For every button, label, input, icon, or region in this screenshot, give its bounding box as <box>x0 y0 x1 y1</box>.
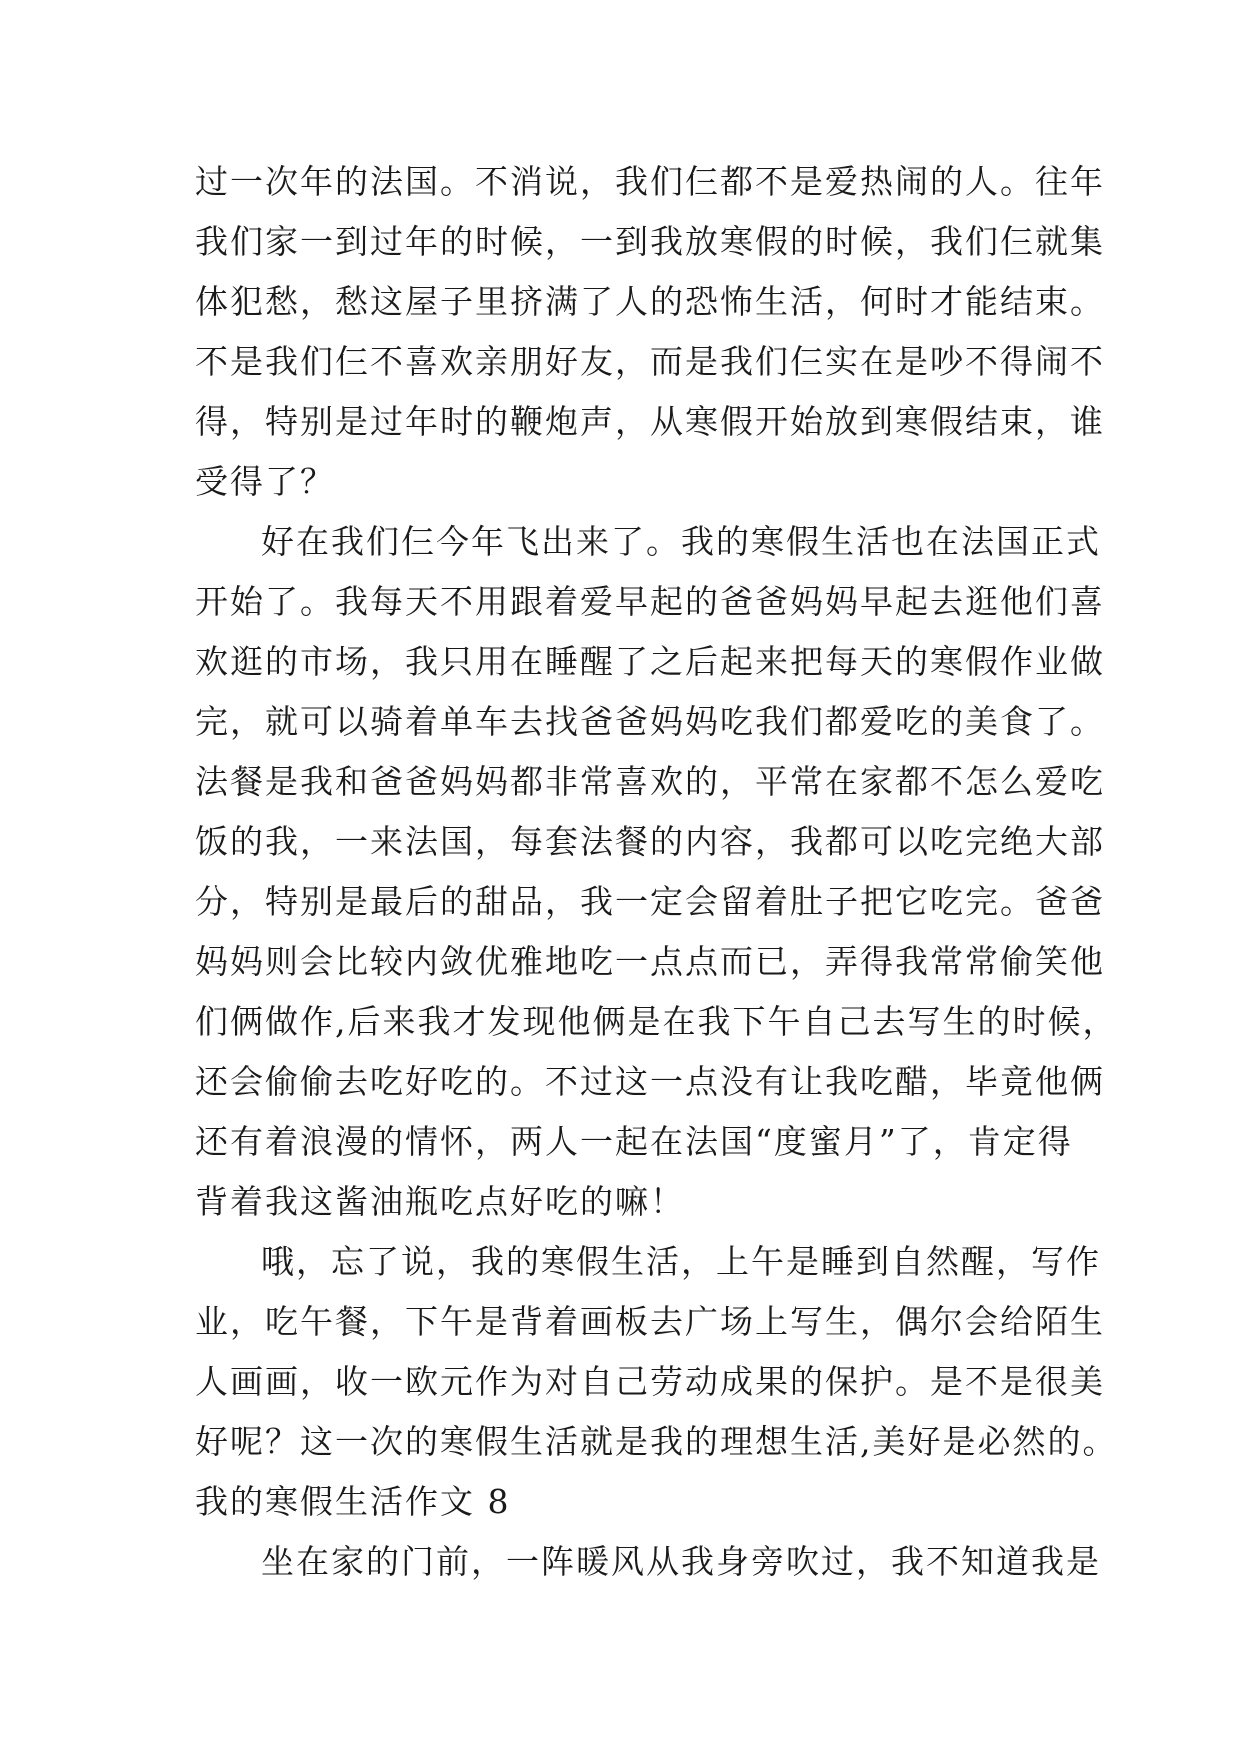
text-line: 完，就可以骑着单车去找爸爸妈妈吃我们都爱吃的美食了。 <box>195 702 1105 741</box>
text-line: 还有着浪漫的情怀，两人一起在法国“度蜜月”了，肯定得 <box>195 1122 1073 1161</box>
text-line: 妈妈则会比较内敛优雅地吃一点点而已，弄得我常常偷笑他 <box>195 942 1105 981</box>
text-line: 分，特别是最后的甜品，我一定会留着肚子把它吃完。爸爸 <box>195 882 1105 921</box>
text-line: 不是我们仨不喜欢亲朋好友，而是我们仨实在是吵不得闹不 <box>195 342 1105 381</box>
text-line: 好呢？这一次的寒假生活就是我的理想生活,美好是必然的。 <box>195 1422 1118 1461</box>
text-line: 还会偷偷去吃好吃的。不过这一点没有让我吃醋，毕竟他俩 <box>195 1062 1105 1101</box>
section-heading: 我的寒假生活作文 8 <box>195 1482 511 1521</box>
paragraph-first-line: 好在我们仨今年飞出来了。我的寒假生活也在法国正式 <box>261 522 1101 561</box>
paragraph-first-line: 坐在家的门前，一阵暖风从我身旁吹过，我不知道我是 <box>261 1542 1101 1581</box>
text-line: 我们家一到过年的时候，一到我放寒假的时候，我们仨就集 <box>195 222 1105 261</box>
text-line: 体犯愁，愁这屋子里挤满了人的恐怖生活，何时才能结束。 <box>195 282 1105 321</box>
text-line: 们俩做作,后来我才发现他俩是在我下午自己去写生的时候， <box>195 1002 1118 1041</box>
text-line: 过一次年的法国。不消说，我们仨都不是爱热闹的人。往年 <box>195 162 1105 201</box>
text-line: 饭的我，一来法国，每套法餐的内容，我都可以吃完绝大部 <box>195 822 1105 861</box>
text-line: 得，特别是过年时的鞭炮声，从寒假开始放到寒假结束，谁 <box>195 402 1105 441</box>
text-line: 开始了。我每天不用跟着爱早起的爸爸妈妈早起去逛他们喜 <box>195 582 1105 621</box>
text-line: 欢逛的市场，我只用在睡醒了之后起来把每天的寒假作业做 <box>195 642 1105 681</box>
text-line: 人画画，收一欧元作为对自己劳动成果的保护。是不是很美 <box>195 1362 1105 1401</box>
paragraph-first-line: 哦，忘了说，我的寒假生活，上午是睡到自然醒，写作 <box>261 1242 1101 1281</box>
text-line: 法餐是我和爸爸妈妈都非常喜欢的，平常在家都不怎么爱吃 <box>195 762 1105 801</box>
text-line: 业，吃午餐，下午是背着画板去广场上写生，偶尔会给陌生 <box>195 1302 1105 1341</box>
document-page <box>195 152 1118 1592</box>
text-line: 受得了？ <box>195 462 335 501</box>
text-line: 背着我这酱油瓶吃点好吃的嘛！ <box>195 1182 685 1221</box>
